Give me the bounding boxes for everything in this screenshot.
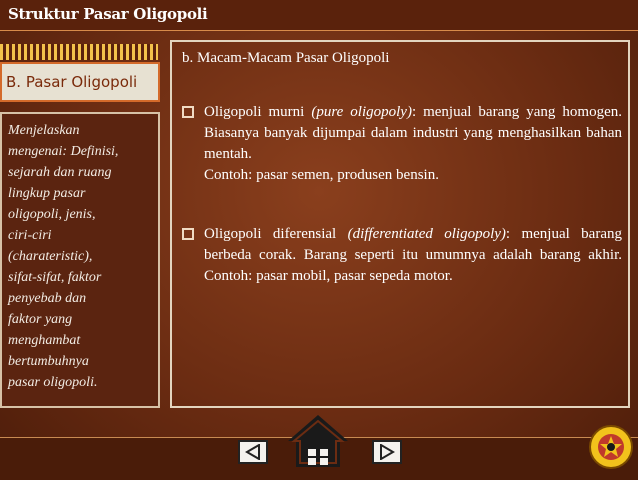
description-line: (charateristic), [8, 249, 93, 264]
description-line: oligopoli, jenis, [8, 207, 96, 222]
description-line: sejarah dan ruang [8, 165, 112, 180]
bullet-text [204, 102, 622, 186]
bullet-description: : menjual barang berbeda corak. Barang seperti itu umumnya adalah barang akhir. Contoh: pasar mobil, pasar sepeda motor. [204, 226, 622, 284]
decorative-stripe [0, 44, 158, 60]
bullet-lead: Oligopoli murni [204, 104, 312, 120]
description-line: menghambat [8, 333, 81, 348]
title-bar [0, 0, 638, 31]
description-line: ciri-ciri [8, 228, 52, 243]
bullet-item [182, 224, 622, 287]
section-label: B. Pasar Oligopoli [6, 73, 138, 91]
bullet-lead: Oligopoli diferensial [204, 226, 348, 242]
description-line: faktor yang [8, 312, 73, 327]
bullet-italic-term: (pure oligopoly) [311, 104, 412, 120]
checkbox-bullet-icon [182, 106, 194, 118]
next-slide-button[interactable] [372, 440, 402, 464]
bullet-text [204, 224, 622, 287]
description-line: Menjelaskan [8, 123, 80, 138]
home-icon [286, 413, 350, 469]
bullet-example: Contoh: pasar semen, produsen bensin. [204, 167, 439, 183]
prev-slide-button[interactable] [238, 440, 268, 464]
section-tab [0, 62, 160, 102]
bullet-item [182, 102, 622, 186]
checkbox-bullet-icon [182, 228, 194, 240]
triangle-right-icon [378, 444, 396, 460]
sidebar-description [0, 112, 160, 408]
description-line: mengenai: Definisi, [8, 144, 119, 159]
description-line: penyebab dan [8, 291, 87, 306]
bullet-italic-term: (differentiated oligopoly) [347, 226, 506, 242]
description-line: bertumbuhnya [8, 354, 89, 369]
triangle-left-icon [244, 444, 262, 460]
slide-title: Struktur Pasar Oligopoli [8, 5, 208, 23]
home-button[interactable] [286, 413, 350, 469]
bullet-description: : menjual barang yang homogen. Biasanya banyak dijumpai dalam industri yang menghasilkan bahan mentah. [204, 104, 622, 162]
university-logo [588, 424, 634, 470]
description-line: pasar oligopoli. [8, 375, 98, 390]
content-heading: b. Macam-Macam Pasar Oligopoli [182, 50, 390, 66]
description-line: sifat-sifat, faktor [8, 270, 102, 285]
description-line: lingkup pasar [8, 186, 86, 201]
emblem-icon [588, 424, 634, 470]
